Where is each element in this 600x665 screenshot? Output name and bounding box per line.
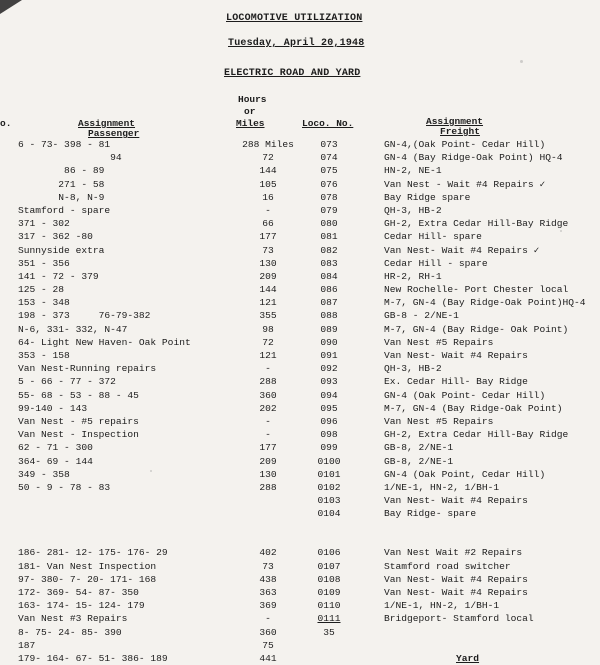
table-row [0,230,600,243]
loco-number-cell: 0107 [317,560,341,572]
passenger-assignment-cell: 94 [18,152,122,164]
table-row [0,244,600,257]
hours-miles-cell: 73 [262,244,274,256]
passenger-assignment-cell: 172- 369- 54- 87- 350 [18,587,139,598]
table-row [0,217,600,230]
table-row [0,507,600,520]
hours-miles-cell: 130 [259,468,277,480]
freight-assignment-cell: Bridgeport- Stamford local [384,613,534,625]
table-row [0,191,600,204]
loco-number-cell: 099 [320,442,338,454]
freight-assignment-cell: M-7, GN-4 (Bay Ridge-Oak Point) [384,402,563,414]
passenger-assignment-cell: Van Nest - #5 repairs [18,415,139,427]
freight-assignment-cell: QH-3, HB-2 [384,363,442,375]
hours-miles-cell: - [265,613,271,625]
hours-miles-cell: 105 [259,178,277,190]
freight-assignment-cell: Van Nest- Wait #4 Repairs [384,495,528,507]
freight-assignment-cell: Stamford road switcher [384,560,511,572]
passenger-assignment-cell: 187 [18,639,36,651]
freight-assignment-cell: GN-4 (Oak Point- Cedar Hill) [384,389,546,401]
freight-assignment-cell: Van Nest- Wait #4 Repairs ✓ [384,244,540,256]
hours-miles-cell: 360 [259,626,277,638]
freight-assignment-cell: GN-4 (Oak Point, Cedar Hill) [384,468,546,480]
passenger-assignment-cell: Van Nest - Inspection [18,429,139,441]
passenger-assignment-cell: 62 - 71 - 300 [18,442,93,454]
hours-miles-cell: 209 [259,270,277,282]
scan-speck [520,60,523,63]
hours-miles-cell: 73 [262,560,274,572]
col-loco-label: Loco. No. [302,118,354,129]
hours-miles-cell: - [265,204,271,216]
hours-miles-cell: 288 [259,376,277,388]
passenger-assignment-cell: 371 - 302 [18,218,70,230]
freight-assignment-cell: M-7, GN-4 (Bay Ridge- Oak Point) [384,323,569,335]
loco-number-cell: 0110 [317,600,341,612]
table-row [0,546,600,559]
passenger-assignment-cell: 50 - 9 - 78 - 83 [18,481,111,493]
passenger-assignment-cell: 271 - 58 [18,178,105,190]
hours-miles-cell: 363 [259,587,277,598]
freight-assignment-cell: Cedar Hill- spare [384,231,482,243]
loco-number-cell: 082 [320,244,338,256]
hours-miles-cell: 144 [259,284,277,296]
table-row [0,402,600,415]
passenger-assignment-cell: 97- 380- 7- 20- 171- 168 [18,573,157,585]
scan-corner-mark [0,0,22,14]
table-row [0,599,600,612]
loco-number-cell: 079 [320,204,338,216]
table-row [0,612,600,625]
hours-miles-cell: 144 [259,165,277,177]
hours-miles-cell: 66 [262,218,274,230]
loco-number-cell: 073 [320,139,338,150]
table-row [0,652,600,665]
table-row [0,560,600,573]
loco-number-cell: 0109 [317,587,341,598]
table-row [0,323,600,336]
loco-number-cell: 075 [320,165,338,177]
doc-date: Tuesday, April 20,1948 [228,38,365,49]
loco-number-cell: 081 [320,231,338,243]
hours-miles-cell: 75 [262,639,274,651]
passenger-assignment-cell: 317 - 362 -80 [18,231,93,243]
table-row [0,573,600,586]
passenger-assignment-cell: Van Nest #3 Repairs [18,613,128,625]
loco-number-cell: 0100 [317,455,341,467]
hours-miles-cell: 202 [259,402,277,414]
table-row [0,639,600,652]
freight-assignment-cell: Bay Ridge- spare [384,508,477,520]
utilization-table [0,138,600,665]
passenger-assignment-cell: 353 - 158 [18,350,70,361]
hours-miles-cell: 72 [262,152,274,164]
passenger-assignment-cell: 163- 174- 15- 124- 179 [18,600,145,612]
table-row [0,455,600,468]
freight-assignment-cell: Ex. Cedar Hill- Bay Ridge [384,376,528,388]
loco-number-cell: 0101 [317,468,341,480]
table-row [0,138,600,151]
passenger-assignment-cell: Sunnyside extra [18,244,105,256]
passenger-assignment-cell: 179- 164- 67- 51- 386- 189 [18,652,168,664]
passenger-assignment-cell: 364- 69 - 144 [18,455,93,467]
hours-miles-cell: 121 [259,350,277,361]
table-row [0,336,600,349]
freight-assignment-cell: Van Nest- Wait #4 Repairs [384,573,528,585]
loco-number-cell: 0102 [317,481,341,493]
passenger-assignment-cell: 351 - 356 [18,257,70,269]
table-row [0,164,600,177]
table-row [0,151,600,164]
freight-assignment-cell: GB-8 - 2/NE-1 [384,310,459,322]
freight-assignment-cell: New Rochelle- Port Chester local [384,284,569,296]
loco-number-cell: 086 [320,284,338,296]
freight-assignment-cell: Van Nest- Wait #4 Repairs [384,587,528,598]
freight-assignment-cell: Cedar Hill - spare [384,257,488,269]
hours-miles-cell: - [265,415,271,427]
freight-assignment-cell: Van Nest - Wait #4 Repairs ✓ [384,178,546,190]
section-title: ELECTRIC ROAD AND YARD [224,68,361,79]
table-row [0,494,600,507]
freight-assignment-cell: QH-3, HB-2 [384,204,442,216]
hours-miles-cell: 355 [259,310,277,322]
passenger-assignment-cell: 55- 68 - 53 - 88 - 45 [18,389,139,401]
loco-number-cell: 087 [320,297,338,309]
freight-assignment-cell: Yard [456,652,480,664]
passenger-assignment-cell: 64- Light New Haven- Oak Point [18,336,191,348]
loco-number-cell: 091 [320,350,338,361]
loco-number-cell: 094 [320,389,338,401]
hours-miles-cell: 130 [259,257,277,269]
table-row [0,375,600,388]
loco-number-cell: 083 [320,257,338,269]
col-assignment-passenger-label: Assignment [78,118,136,129]
passenger-assignment-cell: Van Nest-Running repairs [18,363,157,375]
passenger-assignment-cell: Stamford - spare [18,204,111,216]
passenger-assignment-cell: 181- Van Nest Inspection [18,560,157,572]
hours-miles-cell: 441 [259,652,277,664]
table-row [0,389,600,402]
col-freight-label: Freight [440,126,480,137]
freight-assignment-cell: Van Nest #5 Repairs [384,336,494,348]
loco-number-cell: 092 [320,363,338,375]
passenger-assignment-cell: 8- 75- 24- 85- 390 [18,626,122,638]
table-row [0,349,600,362]
table-row [0,296,600,309]
freight-assignment-cell: GN-4,(Oak Point- Cedar Hill) [384,139,546,150]
loco-number-cell: 076 [320,178,338,190]
hours-miles-cell: 98 [262,323,274,335]
hours-miles-cell: 369 [259,600,277,612]
hours-miles-cell: 360 [259,389,277,401]
passenger-assignment-cell: 86 - 89 [18,165,105,177]
hours-miles-cell: - [265,429,271,441]
table-row [0,481,600,494]
passenger-assignment-cell: 153 - 348 [18,297,70,309]
freight-assignment-cell: M-7, GN-4 (Bay Ridge-Oak Point)HQ-4 [384,297,586,309]
passenger-assignment-cell: 6 - 73- 398 - 81 [18,139,111,150]
hours-miles-cell: 16 [262,191,274,203]
table-row [0,468,600,481]
freight-assignment-cell: 1/NE-1, HN-2, 1/BH-1 [384,600,500,612]
passenger-assignment-cell: 186- 281- 12- 175- 176- 29 [18,547,168,559]
freight-assignment-cell: Van Nest #5 Repairs [384,415,494,427]
freight-assignment-cell: Bay Ridge spare [384,191,471,203]
col-stub: o. [0,118,12,129]
loco-number-cell: 096 [320,415,338,427]
hours-miles-cell: 72 [262,336,274,348]
freight-assignment-cell: GN-4 (Bay Ridge-Oak Point) HQ-4 [384,152,563,164]
hours-miles-cell: 177 [259,231,277,243]
hours-miles-cell: 438 [259,573,277,585]
loco-number-cell: 089 [320,323,338,335]
loco-number-cell: 098 [320,429,338,441]
loco-number-cell: 0104 [317,508,341,520]
freight-assignment-cell: GH-2, Extra Cedar Hill-Bay Ridge [384,429,569,441]
passenger-assignment-cell: 349 - 358 [18,468,70,480]
table-row [0,204,600,217]
passenger-assignment-cell: 125 - 28 [18,284,65,296]
passenger-assignment-cell: 5 - 66 - 77 - 372 [18,376,116,388]
freight-assignment-cell: GH-2, Extra Cedar Hill-Bay Ridge [384,218,569,230]
freight-assignment-cell: HR-2, RH-1 [384,270,442,282]
table-row [0,270,600,283]
hours-miles-cell: 402 [259,547,277,559]
loco-number-cell: 078 [320,191,338,203]
scan-speck [150,470,152,472]
table-row [0,309,600,322]
col-passenger-label: Passenger [88,128,140,139]
hours-miles-cell: 288 Miles [242,139,294,150]
hours-miles-cell: 177 [259,442,277,454]
loco-number-cell: 0111 [317,613,341,625]
doc-title: LOCOMOTIVE UTILIZATION [226,13,363,24]
passenger-assignment-cell: 141 - 72 - 379 [18,270,99,282]
col-miles-label: Miles [236,118,265,129]
passenger-assignment-cell: 99-140 - 143 [18,402,88,414]
col-assignment-freight-label: Assignment [426,116,484,127]
freight-assignment-cell: GB-8, 2/NE-1 [384,442,454,454]
loco-number-cell: 0106 [317,547,341,559]
table-row [0,362,600,375]
passenger-assignment-cell: N-6, 331- 332, N-47 [18,323,128,335]
table-row [0,586,600,599]
loco-number-cell: 084 [320,270,338,282]
passenger-assignment-cell: 198 - 373 76-79-382 [18,310,151,322]
col-or-label: or [244,106,256,117]
loco-number-cell: 093 [320,376,338,388]
loco-number-cell: 095 [320,402,338,414]
hours-miles-cell: 209 [259,455,277,467]
hours-miles-cell: 121 [259,297,277,309]
table-row [0,415,600,428]
freight-assignment-cell: GB-8, 2/NE-1 [384,455,454,467]
freight-assignment-cell: Van Nest- Wait #4 Repairs [384,350,528,361]
hours-miles-cell: 288 [259,481,277,493]
col-hours-label: Hours [238,94,267,105]
loco-number-cell: 090 [320,336,338,348]
loco-number-cell: 35 [323,626,335,638]
table-row [0,626,600,639]
passenger-assignment-cell: N-8, N-9 [18,191,105,203]
hours-miles-cell: - [265,363,271,375]
loco-number-cell: 088 [320,310,338,322]
freight-assignment-cell: HN-2, NE-1 [384,165,442,177]
scan-speck [560,230,562,232]
loco-number-cell: 080 [320,218,338,230]
table-row [0,283,600,296]
table-row [0,178,600,191]
loco-number-cell: 074 [320,152,338,164]
table-row [0,428,600,441]
table-row [0,257,600,270]
loco-number-cell: 0103 [317,495,341,507]
table-row [0,441,600,454]
freight-assignment-cell: 1/NE-1, HN-2, 1/BH-1 [384,481,500,493]
loco-number-cell: 0108 [317,573,341,585]
freight-assignment-cell: Van Nest Wait #2 Repairs [384,547,523,559]
